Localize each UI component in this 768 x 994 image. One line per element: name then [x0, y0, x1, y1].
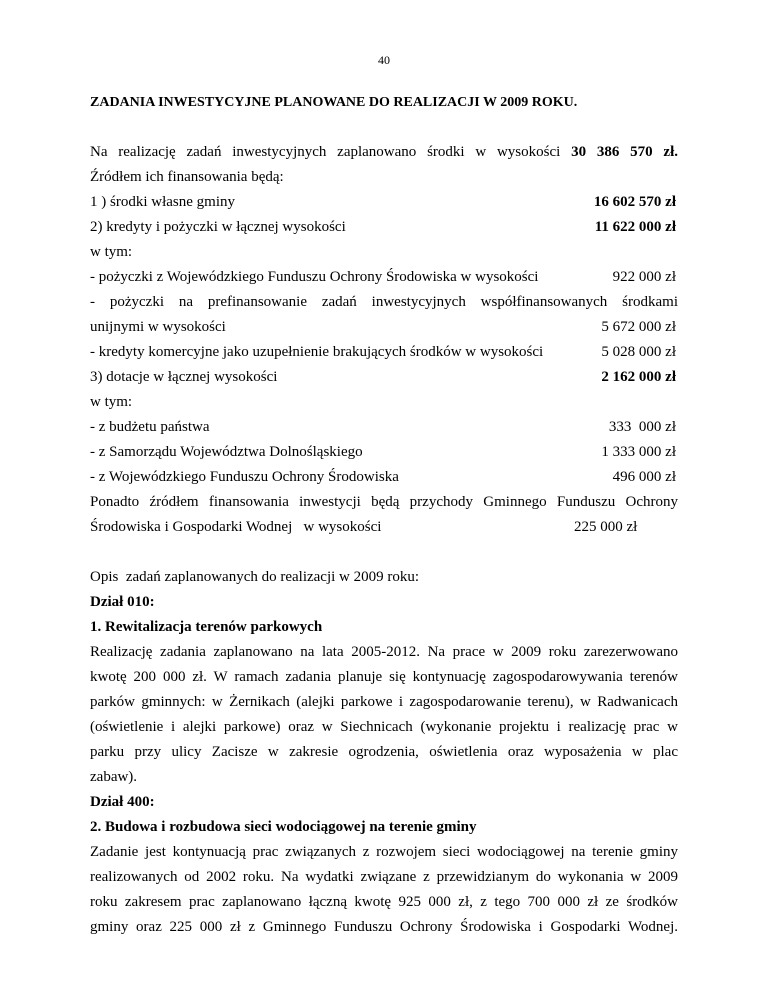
intro-line-1 [90, 144, 678, 161]
section-2-dzial: Dział 400: [90, 794, 155, 810]
grants-label: 3) dotacje w łącznej wysokości [90, 369, 278, 385]
section-2-line-1: Zadanie jest kontynuacją prac związanych z rozwojem sieci wodociągowej na terenie gminy [90, 844, 678, 860]
section-2-line-2: realizowanych od 2002 roku. Na wydatki związane z przewidzianym do wykonania w 2009 [90, 869, 678, 885]
section-1-line-4: (oświetlenie i alejki parkowe) oraz w Siechnicach (wykonanie projektu i realizację prac w [90, 719, 678, 735]
page-number: 40 [378, 53, 390, 67]
own-funds-label: 1 ) środki własne gminy [90, 194, 235, 210]
intro-line-2: Źródłem ich finansowania będą: [90, 169, 284, 185]
credits-label: 2) kredyty i pożyczki w łącznej wysokości [90, 219, 346, 235]
section-1-dzial: Dział 010: [90, 594, 155, 610]
page-title: ZADANIA INWESTYCYJNE PLANOWANE DO REALIZACJI W 2009 ROKU. [90, 95, 578, 110]
state-label: - z budżetu państwa [90, 419, 210, 435]
loan-wfos-label: - pożyczki z Wojewódzkiego Funduszu Ochrony Środowiska w wysokości [90, 269, 539, 285]
own-funds-amount: 16 602 570 zł [593, 194, 676, 210]
intro-total: 30 386 570 zł. [571, 144, 679, 160]
section-1-line-5: parku przy ulicy Zacisze w zakresie ogrodzenia, oświetlenia oraz wyposażenia w plac [90, 744, 678, 760]
wfos-label: - z Wojewódzkiego Funduszu Ochrony Środowiska [90, 469, 399, 485]
section-1-task: 1. Rewitalizacja terenów parkowych [90, 619, 323, 635]
section-1-line-3: parków gminnych: w Żernikach (alejki parkowe i zagospodarowanie terenu), w Radwanicach [90, 694, 678, 710]
gfos-amount: 225 000 zł [574, 519, 638, 535]
loan-wfos-amount: 922 000 zł [612, 269, 676, 285]
loan-prefin-label-1: - pożyczki na prefinansowanie zadań inwestycyjnych współfinansowanych środkami [90, 294, 678, 310]
commercial-label: - kredyty komercyjne jako uzupełnienie brakujących środków w wysokości [90, 344, 544, 360]
section-1-line-1: Realizację zadania zaplanowano na lata 2005-2012. Na prace w 2009 roku zarezerwowano [90, 644, 678, 660]
grants-amount: 2 162 000 zł [601, 369, 676, 385]
intro-text: Na realizację zadań inwestycyjnych zaplanowano środki w wysokości [90, 144, 561, 160]
section-2-line-3: roku zakresem prac zaplanowano łączną kwotę 925 000 zł, z tego 700 000 zł ze środków [90, 894, 678, 910]
section-2-task: 2. Budowa i rozbudowa sieci wodociągowej na terenie gminy [90, 819, 477, 835]
loan-prefin-amount: 5 672 000 zł [601, 319, 676, 335]
loan-prefin-label-2: unijnymi w wysokości [90, 319, 226, 335]
commercial-amount: 5 028 000 zł [601, 344, 676, 360]
wtym-2: w tym: [90, 394, 133, 410]
wfos-amount: 496 000 zł [612, 469, 676, 485]
region-label: - z Samorządu Województwa Dolnośląskiego [90, 444, 363, 460]
description-heading: Opis zadań zaplanowanych do realizacji w 2009 roku: [90, 569, 420, 585]
section-2-line-4: gminy oraz 225 000 zł z Gminnego Funduszu Ochrony Środowiska i Gospodarki Wodnej. [90, 919, 678, 935]
wtym-1: w tym: [90, 244, 133, 260]
state-amount: 333 000 zł [608, 419, 676, 435]
gfos-line-1: Ponadto źródłem finansowania inwestycji będą przychody Gminnego Funduszu Ochrony [90, 494, 678, 510]
section-1-line-6: zabaw). [90, 769, 138, 785]
credits-amount: 11 622 000 zł [594, 219, 676, 235]
region-amount: 1 333 000 zł [601, 444, 676, 460]
gfos-line-2: Środowiska i Gospodarki Wodnej w wysokości [90, 519, 382, 535]
section-1-line-2: kwotę 200 000 zł. W ramach zadania planuje się kontynuację zagospodarowywania terenów [90, 669, 678, 685]
